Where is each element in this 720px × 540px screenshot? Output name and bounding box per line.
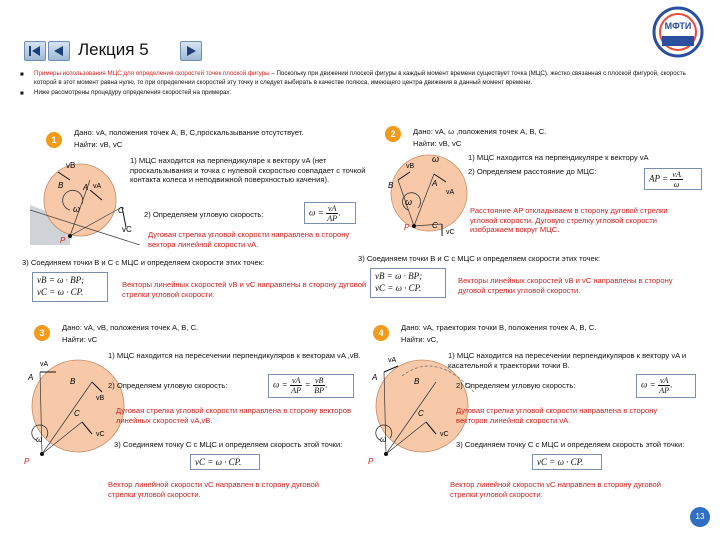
example-4-result bbox=[532, 454, 602, 470]
example-2-result bbox=[370, 268, 446, 298]
ex4-label-C: C bbox=[418, 409, 424, 418]
arrow-right-icon bbox=[181, 42, 201, 60]
example-3-badge: 3 bbox=[34, 325, 50, 341]
arrow-left-icon bbox=[49, 42, 69, 60]
page-number-badge: 13 bbox=[690, 507, 710, 527]
example-1-note: Дуговая стрелка угловой скорости направлена в сторону вектора линейной скорости vA. bbox=[148, 230, 350, 249]
ex4-disc bbox=[376, 360, 468, 452]
example-1-note2: Векторы линейных скоростей vB и vC направлены в сторону дуговой стрелки угловой скорости. bbox=[122, 280, 367, 299]
ex3-disc bbox=[32, 360, 124, 452]
ex1-f-num: vA bbox=[327, 204, 337, 213]
ex4-label-P: P bbox=[368, 457, 374, 466]
bullet-1-highlight: Примеры использования МЦС для определения скоростей точек плоской фигуры bbox=[34, 70, 270, 77]
bullet-2-text: Ниже рассмотрены процедуру определения скоростей на примерах: bbox=[34, 89, 232, 96]
example-2-find: Найти: vB, vC bbox=[413, 139, 462, 148]
ex2-label-vC: vC bbox=[446, 229, 455, 236]
ex2-label-P: P bbox=[404, 223, 410, 232]
ex2-label-vA: vA bbox=[446, 189, 455, 196]
ex4-f-den: AP bbox=[659, 386, 670, 395]
example-2-formula bbox=[644, 168, 702, 190]
ex3-label-vA: vA bbox=[40, 361, 49, 368]
example-4-step2: 2) Определяем угловую скорость: bbox=[456, 381, 576, 390]
ex4-label-B: B bbox=[414, 377, 420, 386]
logo bbox=[648, 6, 708, 58]
example-3-find: Найти: vC bbox=[62, 335, 98, 344]
example-4-step1: 1) МЦС находится на пересечении перпендикуляров к вектору vA и касательной к траектории точки B. bbox=[448, 351, 687, 370]
ex2-label-B: B bbox=[388, 181, 394, 190]
example-3-step1: 1) МЦС находится на пересечении перпендикуляров к векторам vA ,vB. bbox=[108, 351, 361, 360]
first-slide-button[interactable] bbox=[24, 41, 46, 61]
ex3-label-A: A bbox=[28, 373, 34, 382]
example-1-formula: ω = $\frac{vA}{AP}$ . bbox=[304, 202, 356, 224]
example-2-step3: 3) Соединяем точки B и C с МЦС и определяем скорости этих точек: bbox=[358, 254, 601, 263]
ex1-label-vA: vA bbox=[93, 183, 102, 190]
ex2-vC-formula: vC = ω · CP. bbox=[375, 283, 422, 293]
ex3-fb-den: BP bbox=[314, 386, 325, 395]
ex2-label-omega: ω bbox=[405, 197, 413, 207]
ex3-label-C: C bbox=[74, 409, 80, 418]
ex2-label-omega-top: ω bbox=[432, 154, 440, 164]
example-1-step1: 1) МЦС находится на перпендикуляре к вектору vA (нет проскальзывания и точка с нулевой скоростью совпадает с точкой контакта колеса и неподвижной поверхностью качения). bbox=[130, 156, 366, 185]
ex2-label-vB: vB bbox=[406, 163, 415, 170]
example-3-note2: Вектор линейной скорости vC направлен в сторону дуговой стрелки угловой скорости. bbox=[108, 480, 320, 499]
ex4-label-A: A bbox=[372, 373, 378, 382]
example-3-step3: 3) Соединяем точку C с МЦС и определяем скорость этой точки: bbox=[114, 440, 343, 449]
ex4-label-omega: ω bbox=[380, 435, 387, 444]
skip-back-icon bbox=[25, 42, 45, 60]
ex2-vB-formula: vB = ω · BP; bbox=[375, 271, 423, 281]
example-3-note: Дуговая стрелка угловой скорости направлена в сторону векторов линейных скоростей vA,vB. bbox=[116, 406, 352, 425]
ex1-label-P: P bbox=[60, 236, 66, 245]
bullet-1-text bbox=[34, 70, 710, 87]
ex3-fb-num: vB bbox=[314, 376, 324, 385]
ex3-label-B: B bbox=[70, 377, 76, 386]
ex1-wheel bbox=[44, 164, 116, 236]
example-3-result bbox=[190, 454, 260, 470]
example-4-find: Найти: vC, bbox=[401, 335, 439, 344]
example-2-step1: 1) МЦС находится на перпендикуляре к вектору vA bbox=[468, 153, 649, 162]
example-1-result bbox=[32, 272, 108, 302]
example-2-given: Дано: vA, ω ,положения точек A, B, C. bbox=[413, 127, 547, 136]
ex1-label-omega: ω bbox=[73, 204, 81, 214]
example-1-step3: 3) Соединяем точки B и C с МЦС и определяем скорости этих точек: bbox=[22, 258, 265, 267]
ex3-label-P: P bbox=[24, 457, 30, 466]
example-4-formula: ω = $\frac{vA}{AP}$ . bbox=[636, 374, 696, 398]
example-3-formula: ω = $\frac{vA}{AP}$ = $\frac{vB}{BP}$ . bbox=[268, 374, 354, 398]
ex3-label-vC: vC bbox=[96, 431, 105, 438]
example-4-given: Дано: vA, траектория точки B, положения точек A, B, C. bbox=[401, 323, 597, 332]
ex2-label-C: C bbox=[432, 221, 438, 230]
ex4-label-vA: vA bbox=[388, 357, 397, 364]
example-1-badge: 1 bbox=[46, 132, 62, 148]
ex4-vC-formula: vC = ω · CP. bbox=[537, 457, 584, 467]
logo-text: МФТИ bbox=[664, 21, 692, 31]
ex2-f-den: ω bbox=[673, 180, 680, 189]
bullet-2: ■ bbox=[20, 90, 24, 97]
ex4-label-vC: vC bbox=[440, 431, 449, 438]
ex1-vB-formula: vB = ω · BP; bbox=[37, 275, 85, 285]
example-3-step2: 2) Определяем угловую скорость: bbox=[108, 381, 228, 390]
example-2-note2: Векторы линейных скоростей vB и vC направлены в сторону дуговой стрелки угловой скорости. bbox=[458, 276, 673, 295]
example-4-step3: 3) Соединяем точку C с МЦС и определяем скорость этой точки: bbox=[456, 440, 685, 449]
example-2-step2: 2) Определяем расстояние до МЦС: bbox=[468, 167, 597, 176]
ex1-label-vC: vC bbox=[122, 225, 132, 234]
page-title: Лекция 5 bbox=[78, 40, 149, 59]
ex1-label-vB: vB bbox=[66, 161, 76, 170]
ex3-vC-formula: vC = ω · CP. bbox=[195, 457, 242, 467]
ex1-label-B: B bbox=[58, 181, 64, 190]
example-4-note: Дуговая стрелка угловой скорости направлена в сторону векторов линейной скорости vA. bbox=[456, 406, 658, 425]
example-1-given: Дано: vA, положения точек A, B, C,проскальзывание отсутствует. bbox=[74, 128, 304, 137]
ex4-f-num: vA bbox=[659, 376, 669, 385]
bullet-1: ■ bbox=[20, 71, 24, 78]
ex3-fa-num: vA bbox=[291, 376, 301, 385]
ex1-label-A: A bbox=[83, 183, 89, 192]
example-1-step2: 2) Определяем угловую скорость: bbox=[144, 210, 264, 219]
prev-slide-button[interactable] bbox=[48, 41, 70, 61]
university-logo-icon bbox=[648, 6, 708, 58]
example-2-note: Расстояние AP откладываем в сторону дуговой стрелки угловой скорости. Дуговую стрелку угловой скорости изображаем вокруг МЦС. bbox=[470, 206, 668, 235]
ex1-vC-formula: vC = ω · CP. bbox=[37, 287, 84, 297]
ex3-label-vB: vB bbox=[96, 395, 105, 402]
ex2-label-A: A bbox=[432, 179, 438, 188]
ex2-f-lhs: AP = bbox=[649, 173, 669, 184]
ex2-f-num: vA bbox=[672, 170, 681, 179]
ex1-label-C: C bbox=[118, 206, 124, 215]
example-4-note2: Вектор линейной скорости vC направлен в сторону дуговой стрелки угловой скорости. bbox=[450, 480, 662, 499]
example-1-find: Найти: vB, vC bbox=[74, 140, 123, 149]
example-4-badge: 4 bbox=[373, 325, 389, 341]
example-1-diagram bbox=[30, 150, 140, 245]
example-2-badge: 2 bbox=[385, 126, 401, 142]
example-3-given: Дано: vA, vB, положения точек A, B, C. bbox=[62, 323, 199, 332]
ex3-fa-den: AP bbox=[291, 386, 302, 395]
bullet-1-body: – Поскольку при движении плоской фигуры в каждый момент времени существует точка (МЦС), жестко связанная с плоской фигурой, скорость которой в этот момент равна нулю, то при определении скоростей эту точку и следует выбирать в качестве полюса, имеющего центра движения в данный момент времени. bbox=[34, 70, 686, 86]
ex3-label-omega: ω bbox=[36, 435, 43, 444]
next-slide-button[interactable] bbox=[180, 41, 202, 61]
ex1-f-den: AP bbox=[327, 214, 338, 223]
